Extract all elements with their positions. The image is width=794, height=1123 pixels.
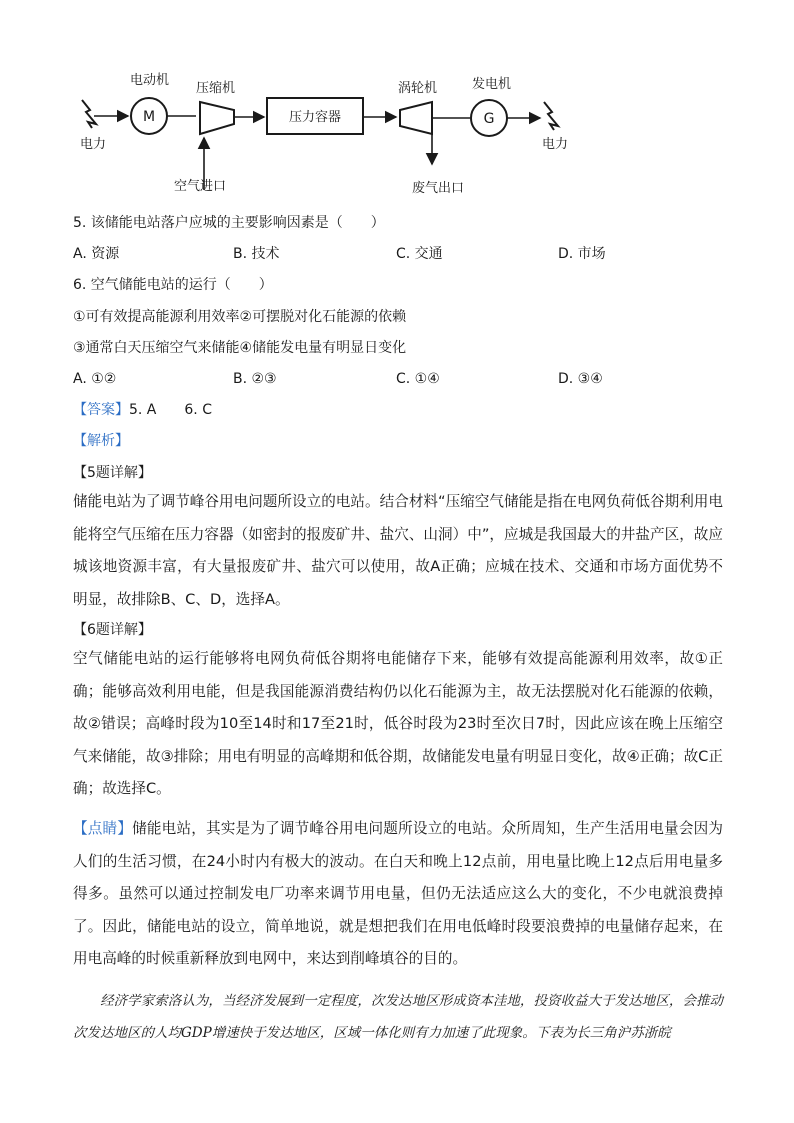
q5-option-a: A. 资源	[73, 246, 120, 262]
right-lightning-icon	[544, 102, 558, 130]
left-lightning-icon	[82, 100, 96, 128]
point-text: 储能电站，其实是为了调节峰谷用电问题所设立的电站。众所周知，生产生活用电量会因为人们的生活习惯，在24小时内有极大的波动。在白天和晚上12点前，用电量比晚上12点后用电量多得多。虽然可以通过控制发电厂功率来调节用电量，但仍无法适应这么大的变化，不少电就浪费掉了。因此，储能电站的设立，简单地说，就是想把我们在用电低峰时段要浪费掉的电量储存起来，在用电高峰的时候重新释放到电网中，来达到削峰填谷的目的。	[73, 820, 723, 967]
generator-symbol: G	[483, 111, 495, 127]
q6-option-a: A. ①②	[73, 371, 117, 387]
detail6-title: 【6题详解】	[73, 622, 152, 638]
air-inlet-label: 空气进口	[174, 179, 227, 194]
energy-storage-diagram	[70, 70, 590, 200]
q6-statement-line1: ①可有效提高能源利用效率②可摆脱对化石能源的依赖	[73, 309, 407, 325]
answer-text: 5. A 6. C	[129, 402, 212, 418]
detail5-text: 储能电站为了调节峰谷用电问题所设立的电站。结合材料“压缩空气储能是指在电网负荷低谷期利用电能将空气压缩在压力容器（如密封的报废矿井、盐穴、山洞）中”，应城是我国最大的井盐产区，故应城该地资源丰富，有大量报废矿井、盐穴可以使用，故A正确；应城在技术、交通和市场方面优势不明显，故排除B、C、D，选择A。	[73, 493, 723, 608]
right-power-label: 电力	[542, 137, 569, 152]
answer-line	[73, 401, 212, 419]
pressure-container-label: 压力容器	[288, 110, 342, 125]
exhaust-outlet-label: 废气出口	[412, 181, 465, 196]
q6-option-b: B. ②③	[233, 371, 277, 387]
generator-label: 发电机	[472, 77, 512, 92]
left-power-label: 电力	[80, 137, 107, 152]
detail6-text: 空气储能电站的运行能够将电网负荷低谷期将电能储存下来，能够有效提高能源利用效率，故①正确；能够高效利用电能，但是我国能源消费结构仍以化石能源为主，故无法摆脱对化石能源的依赖，故②错误；高峰时段为10至14时和17至21时，低谷时段为23时至次日7时，因此应该在晚上压缩空气来储能，故③排除；用电有明显的高峰期和低谷期，故储能发电量有明显日变化，故④正确；故C正确；故选择C。	[73, 650, 723, 797]
turbine-shape	[400, 102, 432, 134]
q6-option-c: C. ①④	[396, 371, 440, 387]
compressor-label: 压缩机	[196, 81, 236, 96]
turbine-label: 涡轮机	[398, 81, 438, 96]
q5-option-c: C. 交通	[396, 246, 443, 262]
q5-option-b: B. 技术	[233, 246, 280, 262]
motor-label: 电动机	[130, 73, 170, 88]
q5-option-d: D. 市场	[558, 246, 606, 262]
point-paragraph	[73, 813, 723, 976]
q6-stem: 6. 空气储能电站的运行（ ）	[73, 277, 273, 293]
compressor-shape	[200, 102, 234, 134]
analysis-tag: 【解析】	[73, 433, 129, 449]
q6-statement-line2: ③通常白天压缩空气来储能④储能发电量有明显日变化	[73, 340, 407, 356]
q5-stem: 5. 该储能电站落户应城的主要影响因素是（ ）	[73, 215, 385, 231]
detail5-title: 【5题详解】	[73, 465, 152, 481]
motor-symbol: M	[142, 109, 156, 125]
q6-option-d: D. ③④	[558, 371, 603, 387]
point-tag: 【点睛】	[73, 820, 133, 837]
answer-tag: 【答案】	[73, 402, 129, 418]
material-paragraph: 经济学家索洛认为，当经济发展到一定程度，次发达地区形成资本洼地，投资收益大于发达地区，会推动次发达地区的人均GDP增速快于发达地区，区域一体化则有力加速了此现象。下表为长三角沪苏浙皖	[73, 993, 723, 1041]
